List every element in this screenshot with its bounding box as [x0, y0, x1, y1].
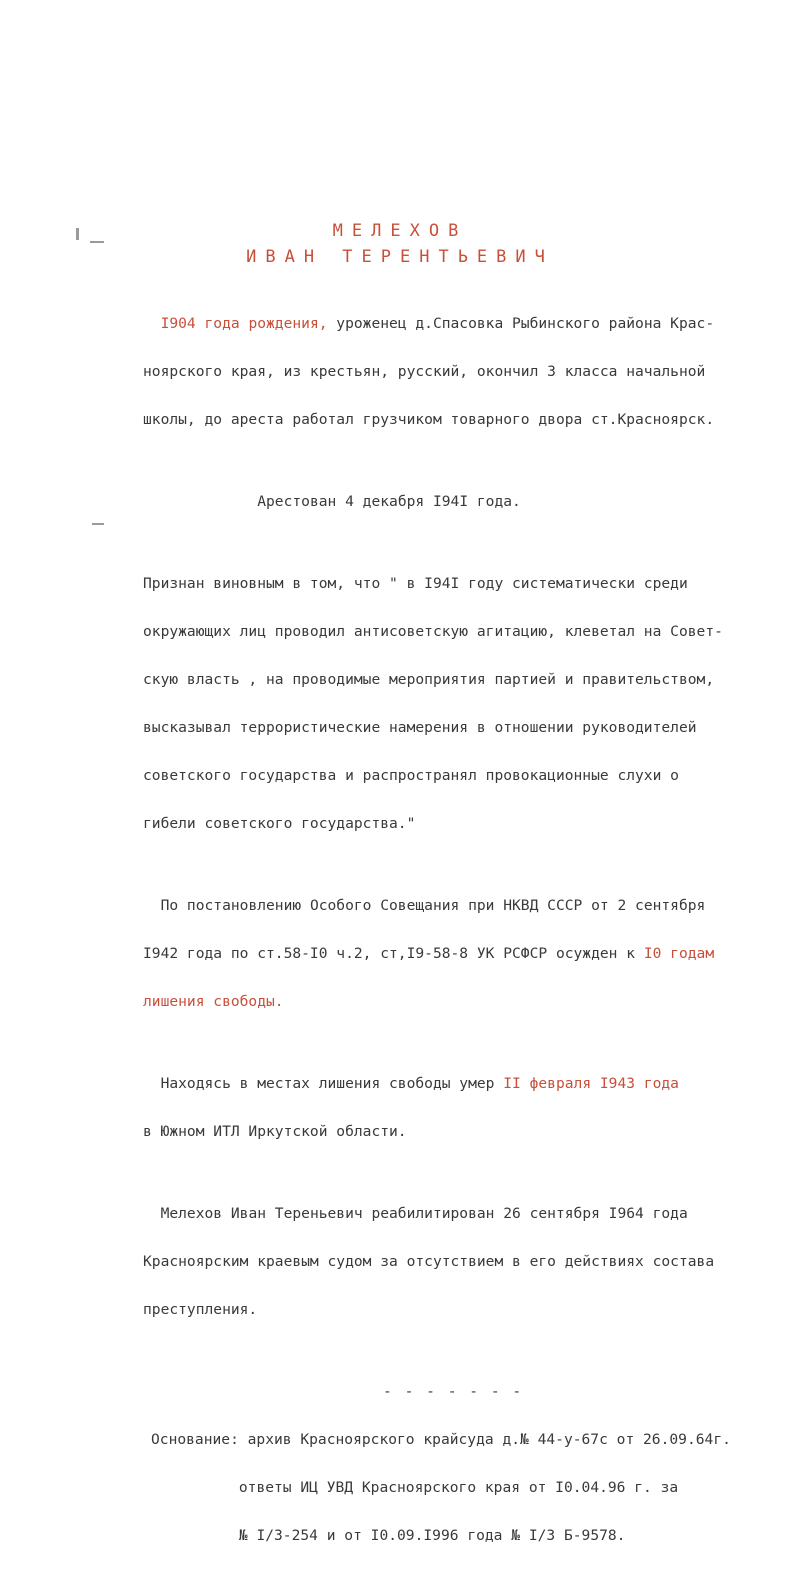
rehabilitation-line: Красноярским краевым судом за отсутствием в его действиях состава: [143, 1253, 715, 1270]
document-body: [143, 288, 800, 1596]
biography-line: школы, до ареста работал грузчиком товарного двора ст.Красноярск.: [143, 411, 715, 428]
charge-line: окружающих лиц проводил антисоветскую агитацию, клеветал на Совет-: [143, 623, 723, 640]
charge-line: гибели советского государства.": [143, 815, 416, 832]
biography-line: ноярского края, из крестьян, русский, окончил 3 класса начальной: [143, 363, 706, 380]
death-line: Находясь в местах лишения свободы умер II февраля I943 года: [160, 1075, 679, 1092]
rehabilitation-line: Мелехов Иван Тереньевич реабилитирован 26 сентября I964 года: [160, 1205, 688, 1222]
margin-mark: [92, 523, 104, 525]
charge-line: Признан виновным в том, что " в I94I году систематически среди: [143, 575, 688, 592]
rehabilitation-line: преступления.: [143, 1301, 258, 1318]
death-line: в Южном ИТЛ Иркутской области.: [143, 1123, 407, 1140]
sentence-term: I0 годам: [643, 945, 715, 962]
sentence-line: лишения свободы.: [143, 993, 284, 1010]
birth-year: I904 года рождения,: [160, 315, 328, 332]
name-heading: ИВАН ТЕРЕНТЬЕВИЧ: [246, 247, 554, 267]
surname-heading: МЕЛЕХОВ: [332, 221, 468, 241]
basis-line: ответы ИЦ УВД Красноярского края от I0.04.96 г. за: [238, 1479, 679, 1496]
charge-line: высказывал террористические намерения в отношении руководителей: [143, 719, 697, 736]
charge-line: скую власть , на проводимые мероприятия партией и правительством,: [143, 671, 715, 688]
death-date: II февраля I943 года: [503, 1075, 679, 1092]
arrest-line: Арестован 4 декабря I94I года.: [257, 493, 521, 510]
separator: - - - - - - -: [383, 1383, 524, 1400]
basis-line: Основание: архив Красноярского крайсуда д.№ 44-у-67с от 26.09.64г.: [151, 1431, 731, 1448]
sentence-line: По постановлению Особого Совещания при НКВД СССР от 2 сентября: [160, 897, 706, 914]
basis-line: № I/3-254 и от I0.09.I996 года № I/3 Б-9578.: [238, 1527, 626, 1544]
biography-line: I904 года рождения, уроженец д.Спасовка Рыбинского района Крас-: [160, 315, 715, 332]
sentence-line: I942 года по ст.58-I0 ч.2, ст,I9-58-8 УК РСФСР осужден к I0 годам: [143, 945, 715, 962]
charge-line: советского государства и распространял провокационные слухи о: [143, 767, 679, 784]
